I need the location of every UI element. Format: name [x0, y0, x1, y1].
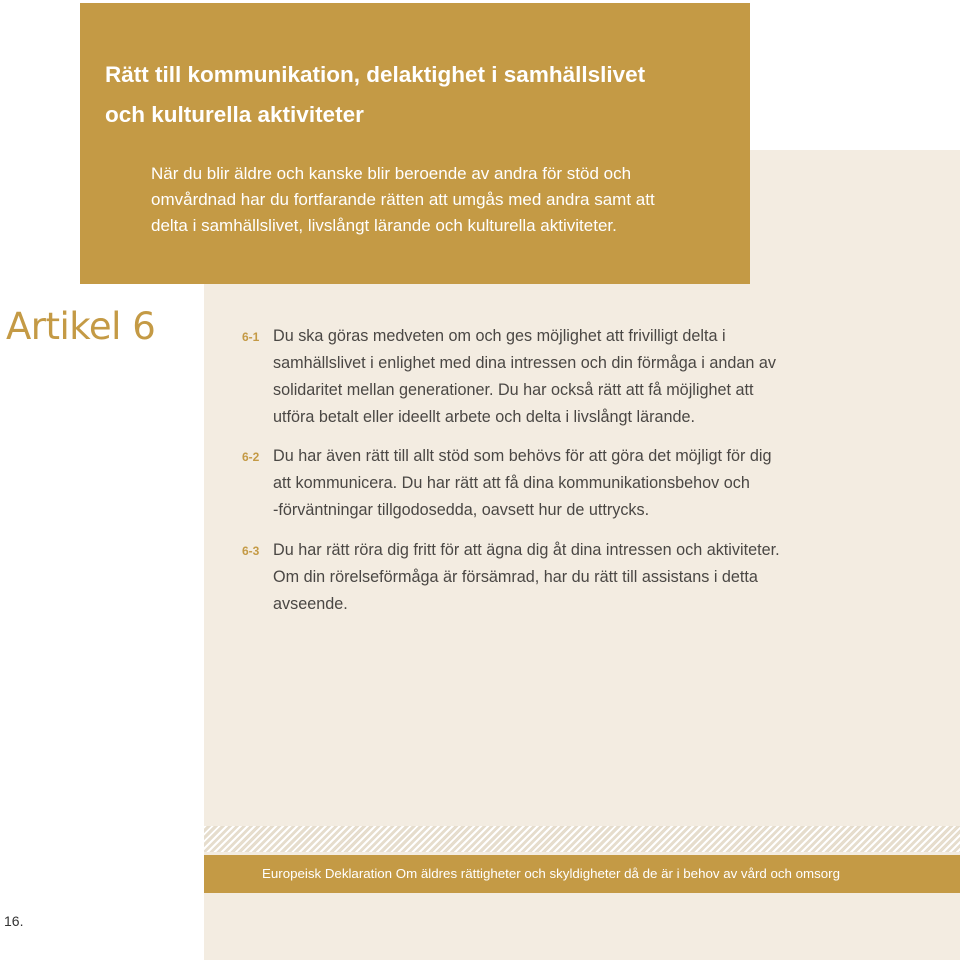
clause-line: att kommunicera. Du har rätt att få dina kommunikationsbehov och: [273, 474, 750, 492]
intro-line: När du blir äldre och kanske blir beroende av andra för stöd och: [151, 164, 632, 183]
clause-line: Du har även rätt till allt stöd som behövs för att göra det möjligt för dig: [273, 447, 772, 465]
section-title-line: Rätt till kommunikation, delaktighet i samhällslivet: [105, 62, 646, 87]
intro-paragraph: [151, 161, 741, 239]
page-number: 16.: [4, 913, 24, 929]
clause-line: samhällslivet i enlighet med dina intressen och din förmåga i andan av: [273, 354, 776, 372]
section-title-line: och kulturella aktiviteter: [105, 102, 364, 127]
header-box: [80, 3, 750, 284]
clause-number: 6-3: [242, 544, 260, 558]
clause-number: 6-1: [242, 330, 260, 344]
footer-text: Europeisk Deklaration Om äldres rättigheter och skyldigheter då de är i behov av vård och omsorg: [262, 866, 840, 881]
clause-line: -förväntningar tillgodosedda, oavsett hur de uttrycks.: [273, 501, 650, 519]
clause-line: Du har rätt röra dig fritt för att ägna dig åt dina intressen och aktiviteter.: [273, 541, 780, 559]
clause-text: [273, 443, 863, 524]
section-title: [105, 55, 645, 135]
footer-bar: [204, 855, 960, 893]
clause-line: utföra betalt eller ideellt arbete och delta i livslångt lärande.: [273, 408, 696, 426]
clause-line: Du ska göras medveten om och ges möjlighet att frivilligt delta i: [273, 327, 726, 345]
decorative-stripe: [204, 826, 960, 852]
clause-line: avseende.: [273, 595, 348, 613]
clause-line: Om din rörelseförmåga är försämrad, har du rätt till assistans i detta: [273, 568, 758, 586]
clause-text: [273, 537, 863, 618]
intro-line: delta i samhällslivet, livslångt lärande och kulturella aktiviteter.: [151, 216, 617, 235]
clause-number: 6-2: [242, 450, 260, 464]
clause-line: solidaritet mellan generationer. Du har också rätt att få möjlighet att: [273, 381, 754, 399]
intro-line: omvårdnad har du fortfarande rätten att umgås med andra samt att: [151, 190, 655, 209]
article-title: Artikel 6: [6, 305, 156, 348]
clause-text: [273, 323, 863, 431]
